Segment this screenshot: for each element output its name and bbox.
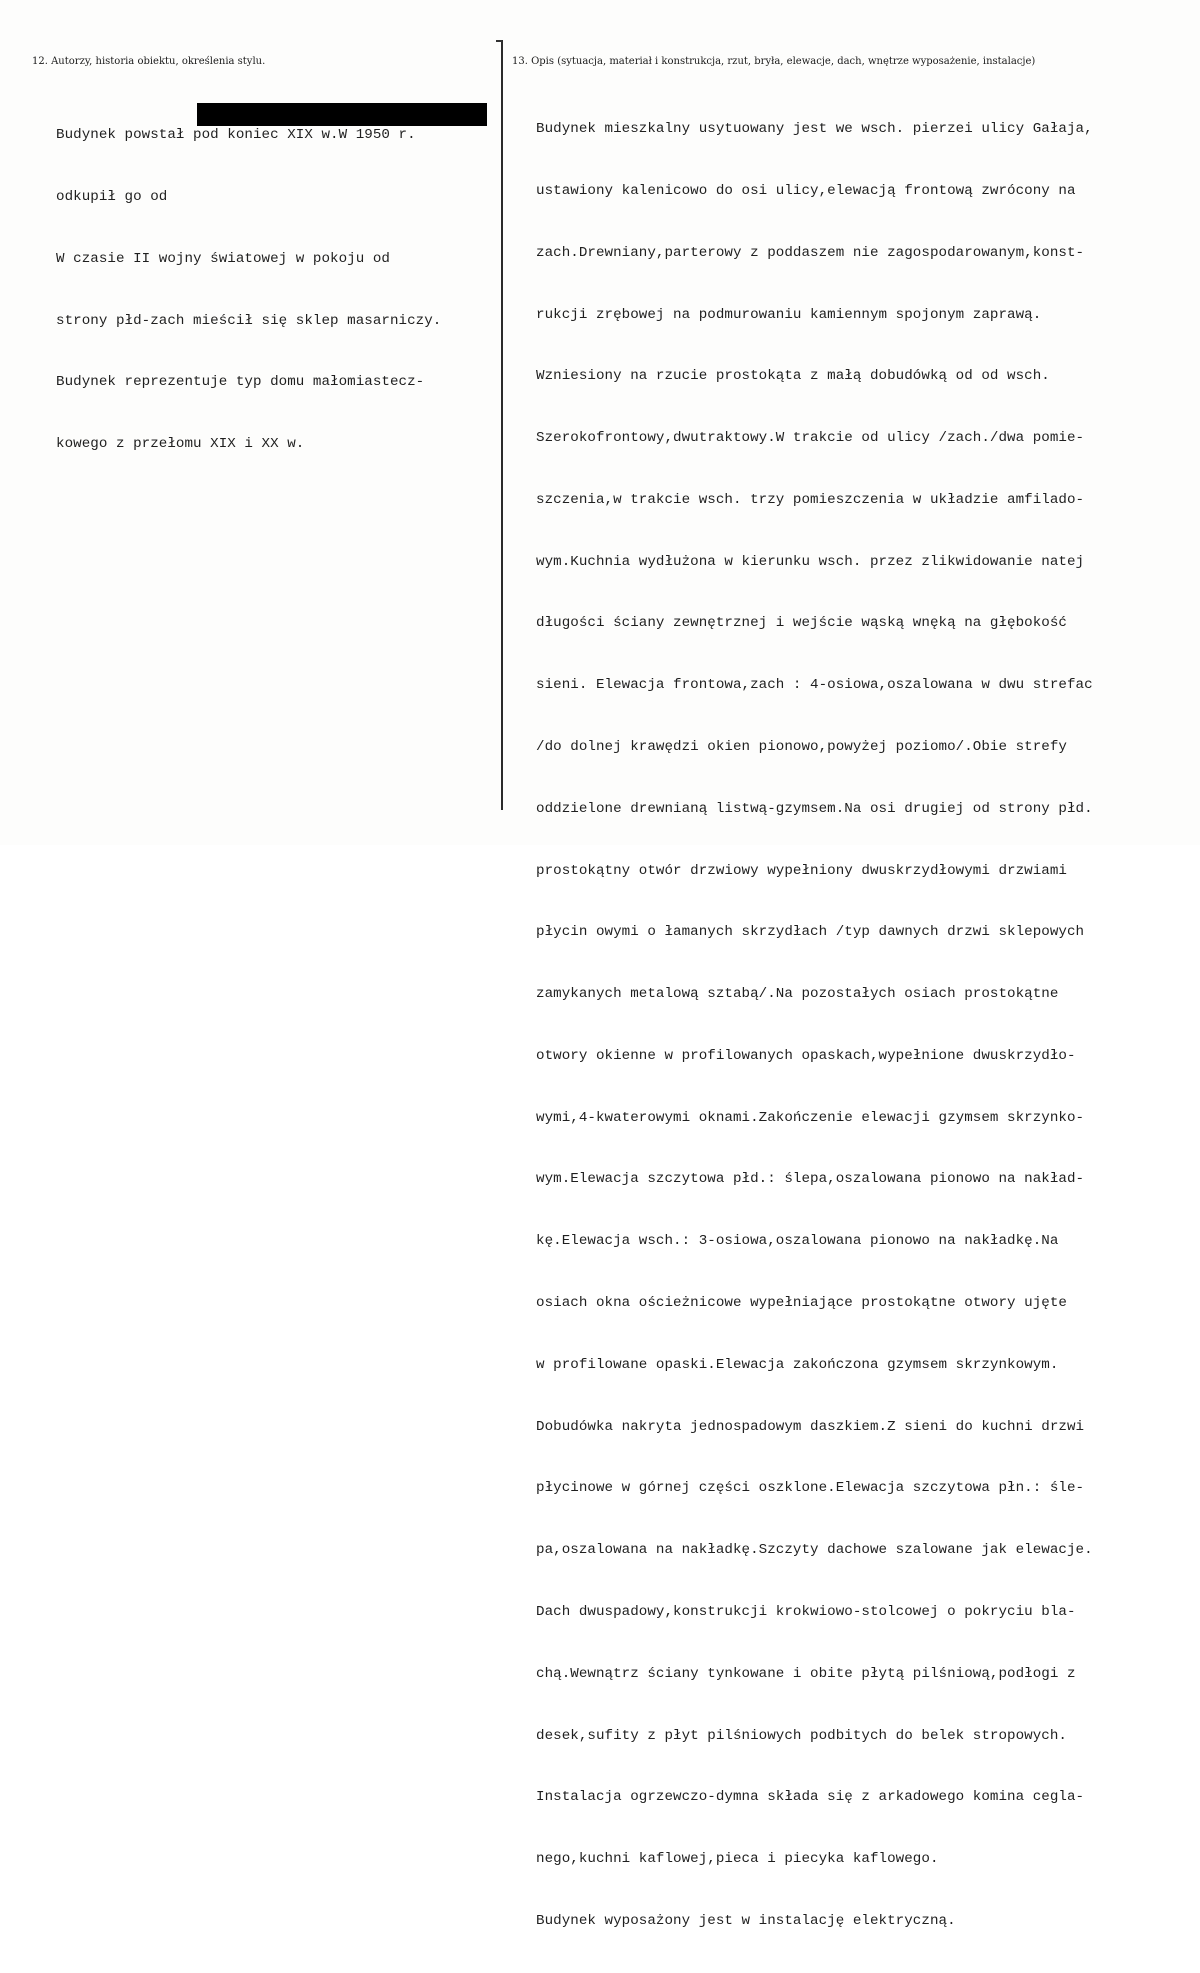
field-12-heading: 12. Autorzy, historia obiektu, określenia stylu.: [32, 56, 266, 67]
text-line: sieni. Elewacja frontowa,zach : 4-osiowa,oszalowana w dwu strefac: [536, 677, 1093, 694]
text-line: kę.Elewacja wsch.: 3-osiowa,oszalowana pionowo na nakładkę.Na: [536, 1233, 1059, 1250]
text-line: Instalacja ogrzewczo-dymna składa się z arkadowego komina cegla-: [536, 1789, 1085, 1806]
text-line: płycin owymi o łamanych skrzydłach /typ dawnych drzwi sklepowych: [536, 924, 1085, 941]
text-line: kowego z przełomu XIX i XX w.: [56, 436, 305, 453]
text-line: płycinowe w górnej części oszklone.Elewacja szczytowa płn.: śle-: [536, 1480, 1085, 1497]
text-line: wymi,4-kwaterowymi oknami.Zakończenie elewacji gzymsem skrzynko-: [536, 1109, 1085, 1126]
text-line: zamykanych metalową sztabą/.Na pozostałych osiach prostokątne: [536, 986, 1059, 1003]
text-line: osiach okna ościeżnicowe wypełniające prostokątne otwory ujęte: [536, 1295, 1067, 1312]
text-line: Budynek powstał pod koniec XIX w.W 1950 r.: [56, 127, 416, 144]
text-line: Budynek reprezentuje typ domu małomiastecz-: [56, 374, 425, 391]
divider-tick: [496, 40, 502, 42]
text-line: szczenia,w trakcie wsch. trzy pomieszczenia w układzie amfilado-: [536, 491, 1085, 508]
text-line: prostokątny otwór drzwiowy wypełniony dwuskrzydłowymi drzwiami: [536, 862, 1067, 879]
text-line: Dobudówka nakryta jednospadowym daszkiem.Z sieni do kuchni drzwi: [536, 1418, 1085, 1435]
text-line: otwory okienne w profilowanych opaskach,wypełnione dwuskrzydło-: [536, 1047, 1076, 1064]
field-13-heading: 13. Opis (sytuacja, materiał i konstrukcja, rzut, bryła, elewacje, dach, wnętrze wyposażenie, instalacje): [512, 56, 1036, 67]
text-line: chą.Wewnątrz ściany tynkowane i obite płytą pilśniową,podłogi z: [536, 1665, 1076, 1682]
text-line: Budynek wyposażony jest w instalację elektryczną.: [536, 1912, 956, 1929]
text-line: zach.Drewniany,parterowy z poddaszem nie zagospodarowanym,konst-: [536, 244, 1085, 261]
text-line: wym.Kuchnia wydłużona w kierunku wsch. przez zlikwidowanie natej: [536, 553, 1085, 570]
text-line: pa,oszalowana na nakładkę.Szczyty dachowe szalowane jak elewacje.: [536, 1542, 1093, 1559]
text-line: odkupił go od: [56, 188, 168, 205]
column-divider: [501, 40, 503, 810]
text-line: oddzielone drewnianą listwą-gzymsem.Na osi drugiej od strony płd.: [536, 800, 1093, 817]
text-line: W czasie II wojny światowej w pokoju od: [56, 250, 390, 267]
text-line: rukcji zrębowej na podmurowaniu kamiennym spojonym zaprawą.: [536, 306, 1042, 323]
text-line: Dach dwuspadowy,konstrukcji krokwiowo-stolcowej o pokryciu bla-: [536, 1603, 1076, 1620]
text-line: długości ściany zewnętrznej i wejście wąską wnęką na głębokość: [536, 615, 1067, 632]
text-line: Wzniesiony na rzucie prostokąta z małą dobudówką od od wsch.: [536, 368, 1050, 385]
text-line: ustawiony kalenicowo do osi ulicy,elewacją frontową zwrócony na: [536, 182, 1076, 199]
text-line: desek,sufity z płyt pilśniowych podbitych do belek stropowych.: [536, 1727, 1067, 1744]
text-line: Budynek mieszkalny usytuowany jest we wsch. pierzei ulicy Gałaja,: [536, 121, 1093, 138]
text-line: Szerokofrontowy,dwutraktowy.W trakcie od ulicy /zach./dwa pomie-: [536, 430, 1085, 447]
field-12-text: [56, 84, 441, 496]
text-line: strony płd-zach mieścił się sklep masarniczy.: [56, 312, 442, 329]
text-line: /do dolnej krawędzi okien pionowo,powyżej poziomo/.Obie strefy: [536, 739, 1067, 755]
text-line: w profilowane opaski.Elewacja zakończona gzymsem skrzynkowym.: [536, 1356, 1059, 1373]
redaction-bar: [197, 103, 487, 126]
text-line: wym.Elewacja szczytowa płd.: ślepa,oszalowana pionowo na nakład-: [536, 1171, 1085, 1188]
field-13-text: [536, 78, 1093, 1973]
text-line: nego,kuchni kaflowej,pieca i piecyka kaflowego.: [536, 1851, 939, 1868]
